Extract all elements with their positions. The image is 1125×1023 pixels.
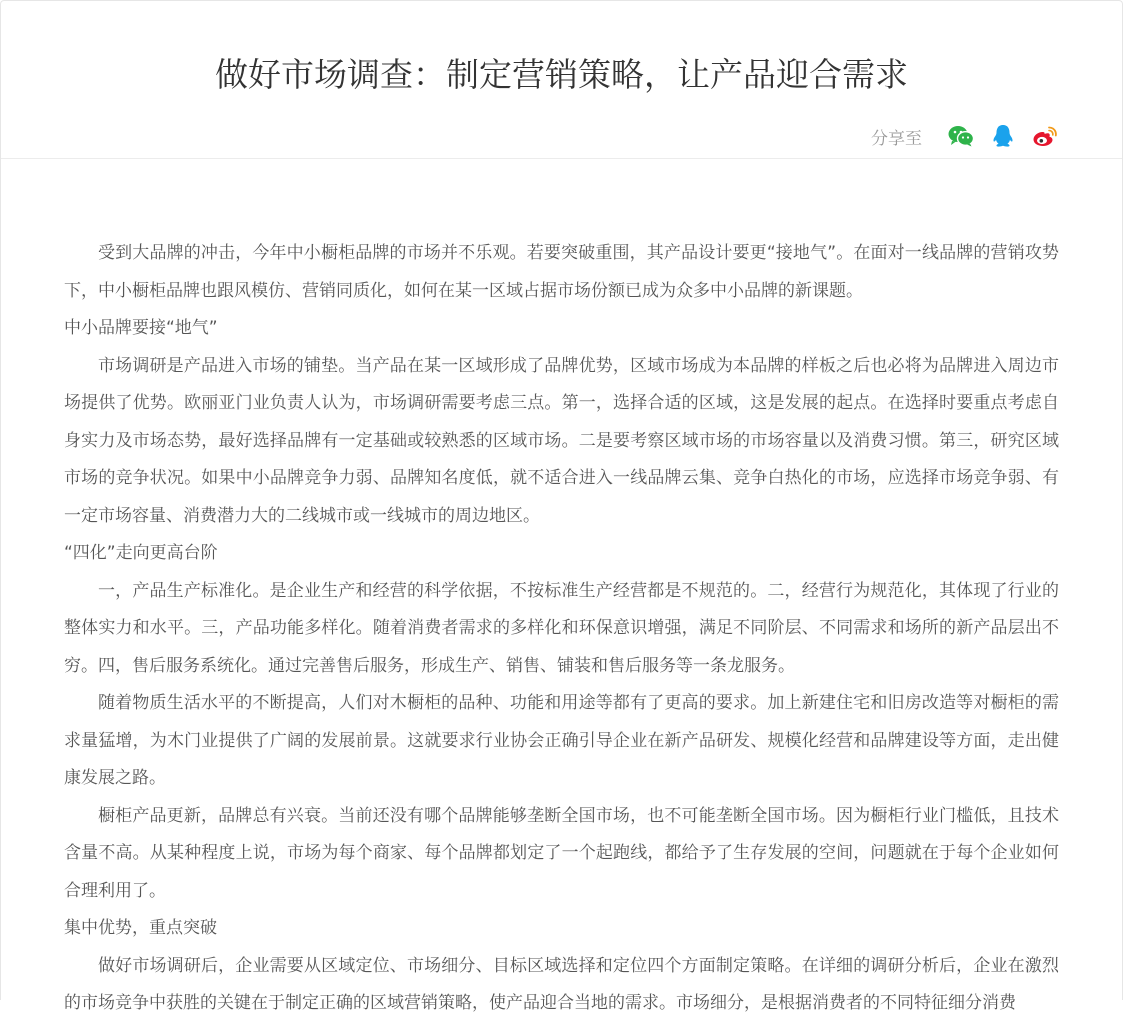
paragraph: 做好市场调研后，企业需要从区域定位、市场细分、目标区域选择和定位四个方面制定策略。在详细的调研分析后，企业在激烈的市场竞争中获胜的关键在于制定正确的区域营销策略，使产品迎合当地的需求。市场细分，是根据消费者的不同特征细分消费 (64, 955, 1059, 1013)
weibo-icon (1032, 125, 1058, 147)
section-heading: 中小品牌要接“地气” (64, 318, 218, 338)
article-body (64, 235, 1059, 1023)
paragraph: 随着物质生活水平的不断提高，人们对木橱柜的品种、功能和用途等都有了更高的要求。加上新建住宅和旧房改造等对橱柜的需求量猛增，为木门业提供了广阔的发展前景。这就要求行业协会正确引导企业在新产品研发、规模化经营和品牌建设等方面，走出健康发展之路。 (64, 693, 1059, 788)
qq-icon (992, 124, 1014, 148)
paragraph: 一，产品生产标准化。是企业生产和经营的科学依据，不按标准生产经营都是不规范的。二，经营行为规范化，其体现了行业的整体实力和水平。三，产品功能多样化。随着消费者需求的多样化和环保意识增强，满足不同阶层、不同需求和场所的新产品层出不穷。四，售后服务系统化。通过完善售后服务，形成生产、销售、铺装和售后服务等一条龙服务。 (64, 580, 1059, 676)
article-header (1, 1, 1122, 159)
share-bar (871, 121, 1060, 151)
wechat-icon (948, 125, 974, 147)
paragraph: 市场调研是产品进入市场的铺垫。当产品在某一区域形成了品牌优势，区域市场成为本品牌的样板之后也必将为品牌进入周边市场提供了优势。欧丽亚门业负责人认为，市场调研需要考虑三点。第一，选择合适的区域，这是发展的起点。在选择时要重点考虑自身实力及市场态势，最好选择品牌有一定基础或较熟悉的区域市场。二是要考察区域市场的市场容量以及消费习惯。第三，研究区域市场的竞争状况。如果中小品牌竞争力弱、品牌知名度低，就不适合进入一线品牌云集、竞争白热化的市场，应选择市场竞争弱、有一定市场容量、消费潜力大的二线城市或一线城市的周边地区。 (64, 355, 1059, 526)
paragraph-intro: 受到大品牌的冲击，今年中小橱柜品牌的市场并不乐观。若要突破重围，其产品设计要更“接地气”。在面对一线品牌的营销攻势下，中小橱柜品牌也跟风模仿、营销同质化，如何在某一区域占据市场份额已成为众多中小品牌的新课题。 (64, 243, 1059, 301)
section-heading: 集中优势，重点突破 (64, 918, 217, 938)
paragraph: 橱柜产品更新，品牌总有兴衰。当前还没有哪个品牌能够垄断全国市场，也不可能垄断全国市场。因为橱柜行业门槛低，且技术含量不高。从某种程度上说，市场为每个商家、每个品牌都划定了一个起跑线，都给予了生存发展的空间，问题就在于每个企业如何合理利用了。 (64, 805, 1059, 901)
share-qq-button[interactable] (988, 121, 1018, 151)
section-heading: “四化”走向更高台阶 (64, 543, 218, 563)
share-weibo-button[interactable] (1030, 121, 1060, 151)
article-title: 做好市场调查：制定营销策略，让产品迎合需求 (215, 55, 908, 94)
share-wechat-button[interactable] (946, 121, 976, 151)
share-label: 分享至 (871, 128, 922, 149)
